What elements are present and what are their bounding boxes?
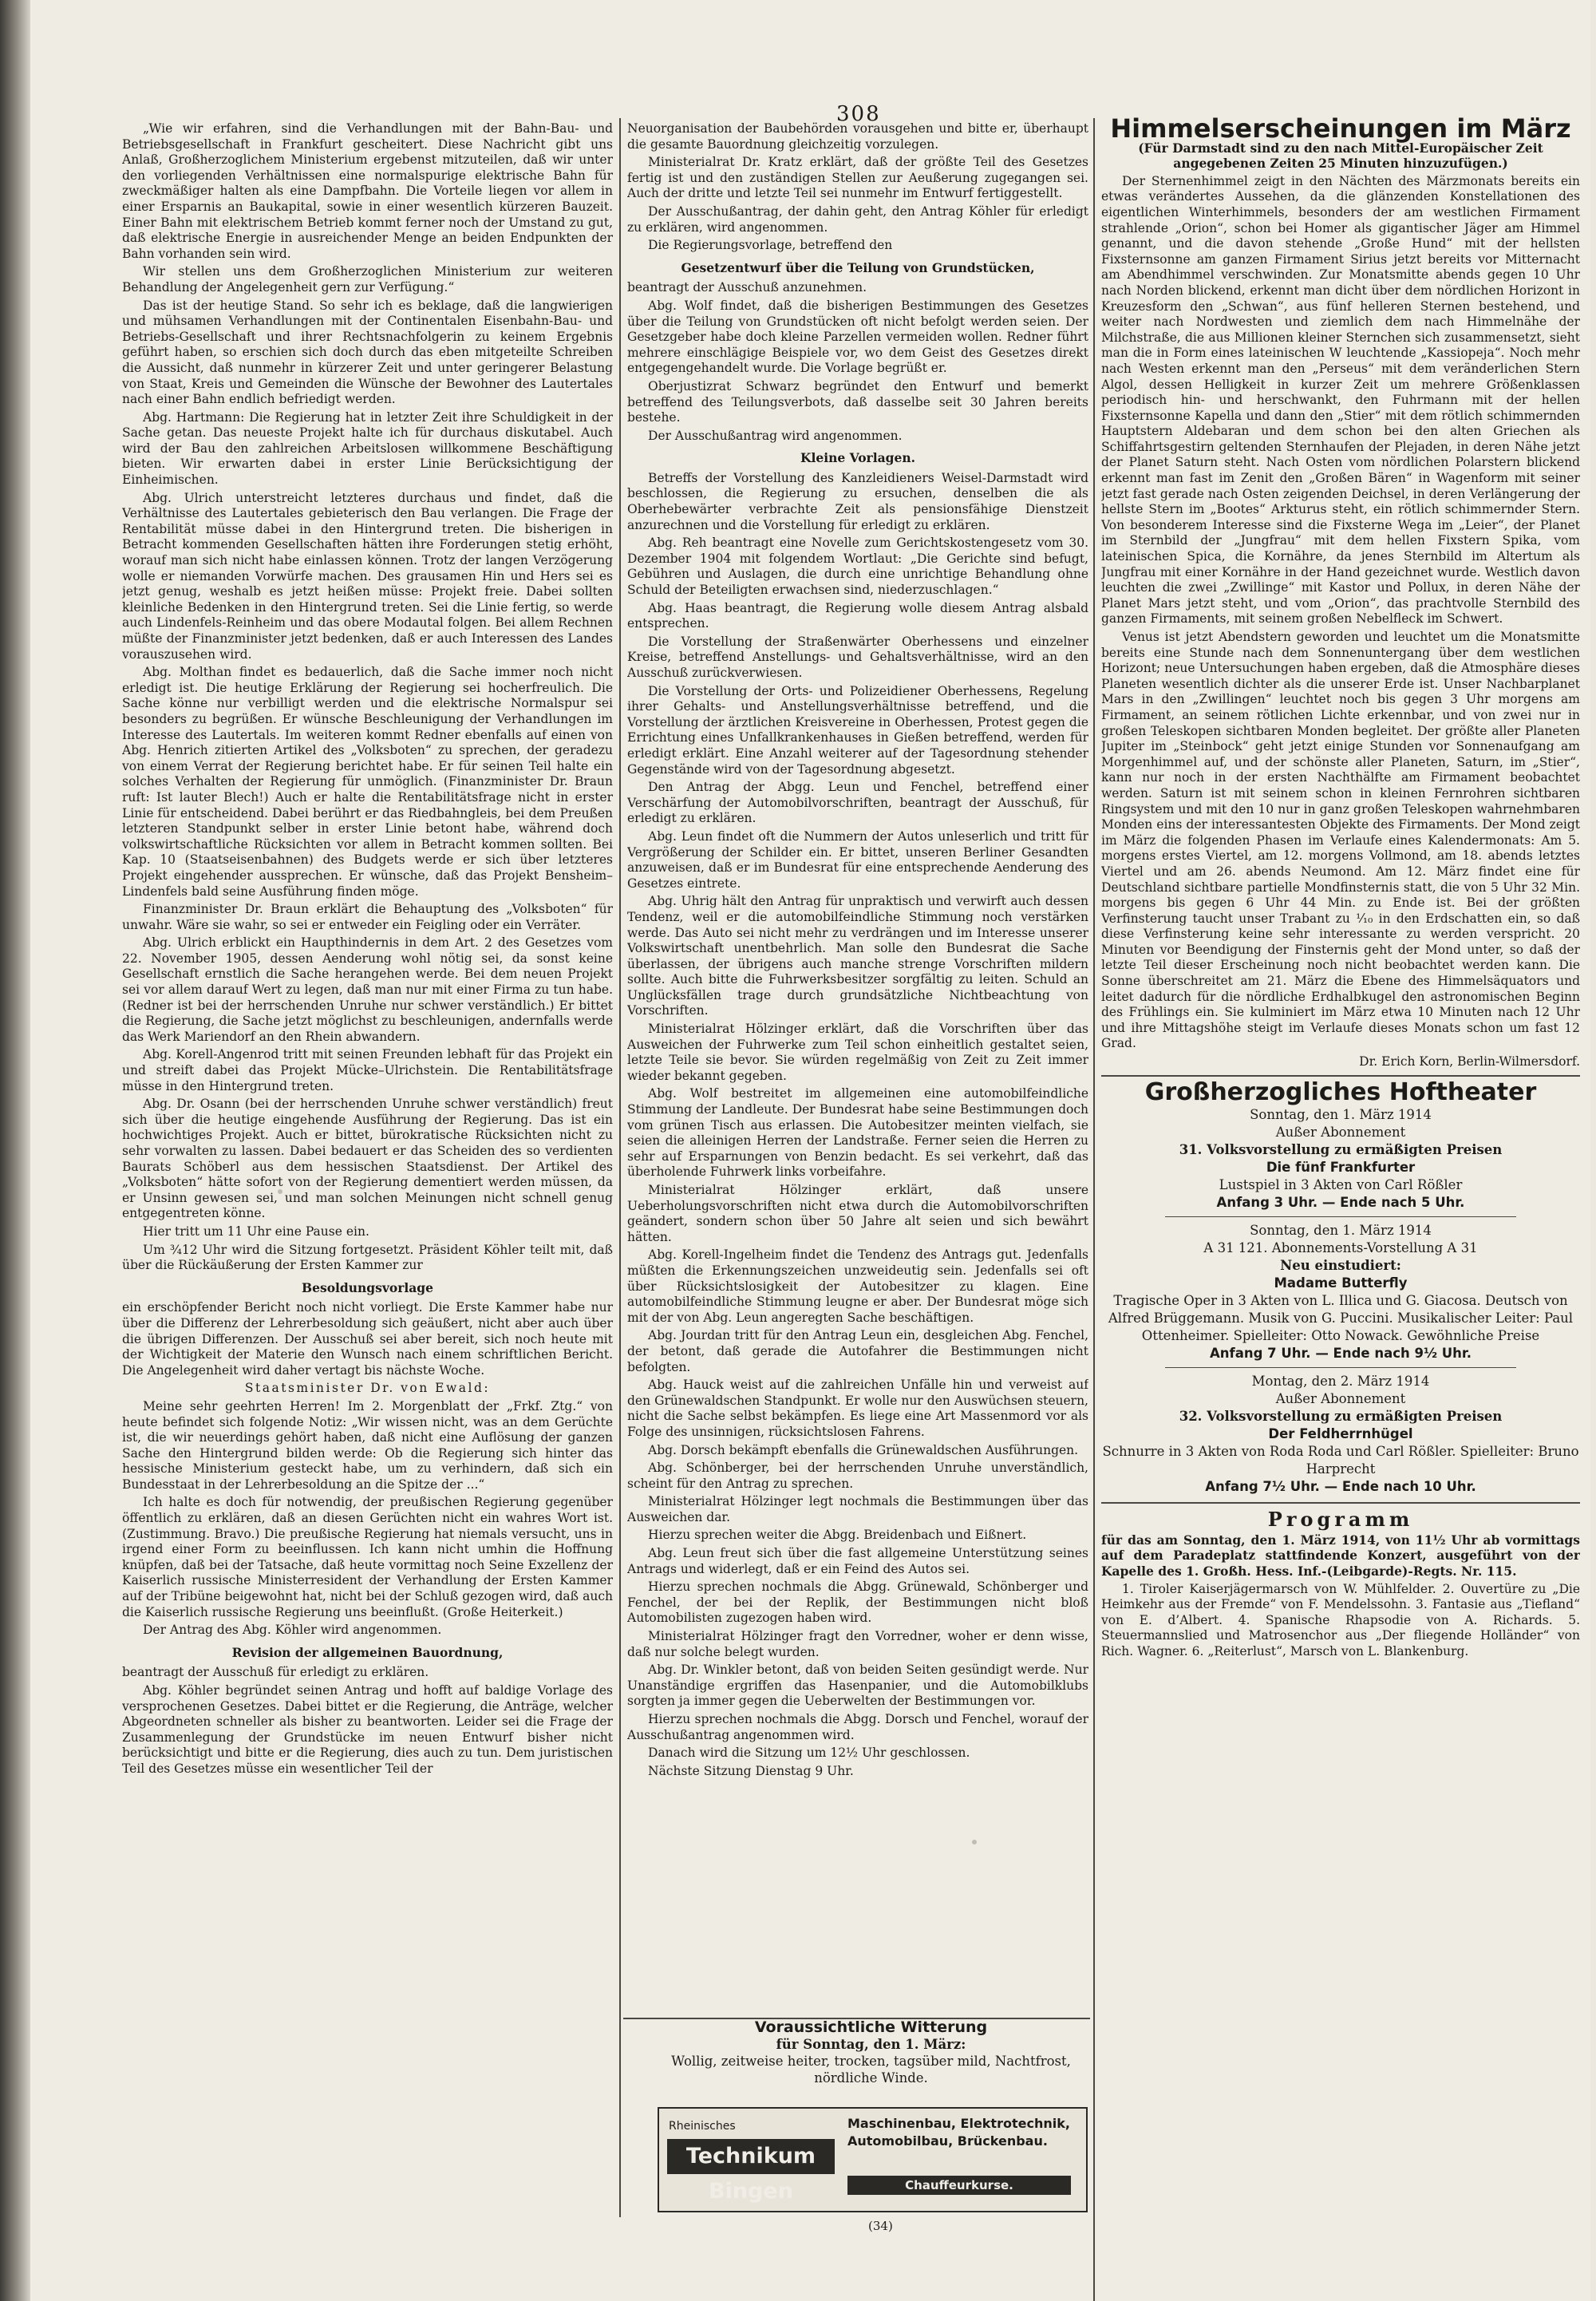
print-speckle (972, 1840, 977, 1844)
perf-info: Lustspiel in 3 Akten von Carl Rößler (1219, 1177, 1463, 1193)
column-1 (122, 121, 613, 2228)
paragraph: Abg. Leun freut sich über die fast allgemeine Unterstützung seines Antrags und widerlegt, daß er ein Feind des Autos sei. (627, 1546, 1088, 1576)
print-speckle (1395, 495, 1400, 500)
ad-strip: Chauffeurkurse. (847, 2176, 1071, 2195)
advertisement-technikum (658, 2107, 1088, 2212)
paragraph: Abg. Dr. Winkler betont, daß von beiden Seiten gesündigt werde. Nur Unanständige ergriffen das Hasenpanier, und die Automobilklubs sorgten ja immer gegen die Ueberwelten der Bestimmungen vor. (627, 1662, 1088, 1709)
paragraph: Ministerialrat Hölzinger erklärt, daß die Vorschriften über das Ausweichen der Fuhrwerke zum Teil schon einheitlich gestaltet seien, letzte Teile sie bevor. Sie würden regelmäßig von Zeit zu Zeit immer wieder bekannt gegeben. (627, 1022, 1088, 1083)
perf-time: Anfang 7½ Uhr. — Ende nach 10 Uhr. (1205, 1479, 1476, 1495)
paragraph: „Wie wir erfahren, sind die Verhandlungen mit der Bahn-Bau- und Betriebsgesellschaft in Frankfurt gescheitert. Diese Nachricht gibt uns Anlaß, Großherzoglichem Ministerium ergebenst mitzuteilen, daß wir unter den vorliegenden Verhältnissen eine normalspurige elektrische Bahn für zweckmäßiger halten als eine Dampfbahn. Die Vorteile liegen vor allem in einer Ersparnis an Baukapital, sowie in einer wesentlich kürzeren Bauzeit. Einer Bahn mit elektrischem Betrieb kommt ferner noch der Umstand zu gut, daß elektrische Energie in ausreichender Menge an beiden Endpunkten der Bahn vorhanden sein wird. (122, 121, 613, 261)
binding-gutter (0, 0, 30, 2301)
paragraph: Abg. Köhler begründet seinen Antrag und hofft auf baldige Vorlage des versprochenen Gesetzes. Dabei bittet er die Regierung, die Anträge, welcher Abgeordneten schneller als bisher zu beantworten. Leider sei die Frage der Zusammenlegung der Grundstücke im neuen Entwurf bisher nicht berücksichtigt und bitte er die Regierung, dies auch zu tun. Dem juristischen Teil des Gesetzes müsse ein wesentlicher Teil der (122, 1683, 613, 1776)
paragraph: beantragt der Ausschuß für erledigt zu erklären. (122, 1665, 429, 1680)
theater-title: Großherzogliches Hoftheater (1144, 1077, 1537, 1106)
astronomy-title: Himmelserscheinungen im März (1110, 117, 1571, 144)
column-rule-1 (619, 118, 621, 2217)
paragraph: beantragt der Ausschuß anzunehmen. (627, 280, 867, 295)
perf-play: Madame Butterfly (1274, 1275, 1408, 1291)
paragraph: Hier tritt um 11 Uhr eine Pause ein. (143, 1224, 369, 1239)
column-rule-2 (1093, 118, 1095, 2301)
paragraph: Venus ist jetzt Abendstern geworden und leuchtet um die Monatsmitte bereits eine Stunde nach dem Sonnenuntergang über dem westlichen Horizont; neue Untersuchungen haben ergeben, daß die Atmosphäre dieses Planeten wesentlich dichter als die unserer Erde ist. Unser Nachbarplanet Mars in den „Zwillingen“ leuchtet noch bis gegen 3 Uhr morgens am Firmament, an seinem rötlichen Lichte erkennbar, und von zwei nur in großen Teleskopen sichtbaren Monden begleitet. Der größte aller Planeten Jupiter im „Steinbock“ geht jetzt einige Stunden vor Sonnenaufgang am Morgenhimmel auf, und der schönste aller Planeten, Saturn, im „Stier“, kann nur noch in der ersten Nachthälfte am Firmament beobachtet werden. Saturn ist mit seinem schon in kleinen Fernrohren sichtbaren Ringsystem und mit den 10 nur in ganz großen Teleskopen wahrnehmbaren Monden eins der interessantesten Objekte des Firmaments. Der Mond zeigt im März die folgenden Phasen im Verlaufe eines Kalendermonats: Am 5. morgens erstes Viertel, am 12. morgens Vollmond, am 18. abends letztes Viertel und am 26. abends Neumond. Am 12. März findet eine für Deutschland sichtbare partielle Mondfinsternis statt, die von 5 Uhr 32 Min. morgens bis gegen 6 Uhr 44 Min. zu Ende ist. Bei der größten Verfinsterung taucht unser Trabant zu ⅟₁₀ in den Erdschatten ein, so daß diese Verfinsterung keine sehr interessante zu werden verspricht. 20 Minuten vor Beendigung der Finsternis geht der Mond unter, so daß der letzte Teil dieser Erscheinung noch nicht beobachtet werden kann. Die Sonne überschreitet am 21. März die Ebene des Himmelsäquators und leitet dadurch für die nördliche Erdhalbkugel den astronomischen Beginn des Frühlings ein. Sie kulminiert im März etwa 10 Minuten nach 12 Uhr und ihre Mittagshöhe steigt im Verlaufe dieses Monats schon um fast 12 Grad. (1101, 630, 1580, 1051)
perf-series: Neu einstudiert: (1280, 1258, 1401, 1274)
program-title: Programm (1267, 1508, 1414, 1532)
paragraph: Abg. Dr. Osann (bei der herrschenden Unruhe schwer verständlich) freut sich über die heutige eingehende Ausführung der Regierung. Das ist ein hochwichtiges Projekt. Auch er bittet, bürokratische Rücksichten nicht zu sehr vorwalten zu lassen. Dabei bedauert er das Scheiden des so verdienten Baurats Schöberl aus dem hessischen Staatsdienst. Der Artikel des „Volksboten“ hätte sofort von der Regierung dementiert werden müssen, da er Unsinn gewesen sei, und man solchen Meinungen nicht schnell genug entgegentreten könne. (122, 1097, 613, 1221)
paragraph: Abg. Molthan findet es bedauerlich, daß die Sache immer noch nicht erledigt ist. Die heutige Erklärung der Regierung sei hocherfreulich. Die Sache könne nur verbilligt werden und die elektrische Normalspur sei besonders zu begrüßen. Er wünsche Beschleunigung der Verhandlungen im Interesse des Lautertals. Im weiteren kommt Redner ebenfalls auf einen von Abg. Henrich zitierten Artikel des „Volksboten“ zu sprechen, der geradezu von einem Verrat der Regierung berichtet habe. Er für seinen Teil halte ein solches Verhalten der Regierung für unmöglich. (Finanzminister Dr. Braun ruft: Ist lauter Blech!) Auch er halte die Rentabilitätsfrage nicht in erster Linie für entscheidend. Dabei berührt er das Riedbahngleis, bei dem Preußen letzteren Standpunkt selber in erster Linie betont habe, während doch volkswirtschaftliche Rücksichten vor allem in Betracht kommen sollten. Bei Kap. 10 (Staatseisenbahnen) des Budgets werde er sich über letzteres Projekt eingehender aussprechen. Er wünsche, daß das Projekt Bensheim–Lindenfels bald seine Ausführung finden möge. (122, 665, 613, 899)
perf-info: Tragische Oper in 3 Akten von L. Illica und G. Giacosa. Deutsch von Alfred Brüggemann. Musik von G. Puccini. Musikalischer Leiter: Paul Ottenheimer. Spielleiter: Otto Nowack. Gewöhnliche Preise (1108, 1293, 1574, 1344)
perf-date: Sonntag, den 1. März 1914 (1250, 1107, 1432, 1123)
paragraph: Abg. Wolf bestreitet im allgemeinen eine automobilfeindliche Stimmung der Landleute. Der Bundesrat habe seine Bestimmungen doch vom grünen Tisch aus erlassen. Die Autobesitzer meinten vielfach, sie seien die alleinigen Herren der Landstraße. Ferner seien die Herren zu sehr auf Ersparnungen von Benzin bedacht. Es sei verkehrt, daß das überholende Fuhrwerk links vorbeifahre. (627, 1086, 1088, 1180)
section-heading-besoldung: Besoldungsvorlage (302, 1279, 433, 1295)
paragraph: Abg. Hartmann: Die Regierung hat in letzter Zeit ihre Schuldigkeit in der Sache getan. Das neueste Projekt halte ich für durchaus diskutabel. Auch wird der Bau den zahlreichen Arbeitslosen willkommene Beschäftigung bieten. Wir erwarten dabei in erster Linie Berücksichtigung der Einheimischen. (122, 409, 613, 488)
performance-1 (1101, 1106, 1580, 1212)
paragraph: Die Regierungsvorlage, betreffend den (648, 238, 893, 253)
paragraph: Oberjustizrat Schwarz begründet den Entwurf und bemerkt betreffend des Teilungsverbots, daß dasselbe seit 30 Jahren bereits bestehe. (627, 378, 1088, 425)
paragraph: Abg. Leun findet oft die Nummern der Autos unleserlich und tritt für Vergrößerung der Schilder ein. Er bittet, unseren Berliner Gesandten anzuweisen, daß er im Bundesrat für eine entsprechende Aenderung des Gesetzes eintrete. (627, 828, 1088, 891)
weather-title: Voraussichtliche Witterung (754, 2018, 988, 2036)
paragraph: Abg. Uhrig hält den Antrag für unpraktisch und verwirft auch dessen Tendenz, weil er die automobilfeindliche Stimmung noch verstärken werde. Das Auto sei nicht mehr zu verdrängen und im Interesse unserer Volkswirtschaft unentbehrlich. Man solle den Bundesrat die Sache überlassen, der übrigens auch manche strenge Vorschriften mildern sollte. Auch bitte die Fuhrwerksbesitzer sorgfältig zu leiten. Schuld an Unglücksfällen trage durch grundsätzliche Nichtbeachtung von Vorschriften. (627, 894, 1088, 1018)
paragraph: Der Ausschußantrag wird angenommen. (648, 428, 903, 443)
paragraph: Neuorganisation der Baubehörden vorausgehen und bitte er, überhaupt die gesamte Bauordnung gleichzeitig vorzulegen. (627, 121, 1088, 152)
page-number: 308 (836, 102, 881, 126)
section-rule (1101, 1502, 1580, 1504)
performance-3 (1101, 1373, 1580, 1496)
paragraph: Ministerialrat Hölzinger erklärt, daß unsere Ueberholungsvorschriften nicht etwa durch die Automobilvorschriften geändert, sondern schon über 50 Jahre alt seien und sich bewährt hätten. (627, 1183, 1088, 1244)
paragraph: Abg. Korell-Ingelheim findet die Tendenz des Antrags gut. Jedenfalls müßten die Erkennungszeichen unzweideutig sein. Jedenfalls sei oft über Rücksichtslosigkeit der Autobesitzer zu klagen. Eine automobilfeindliche Stimmung leugne er aber. Der Bundesrat möge sich mit der von Abg. Leun angeregten Sache beschäftigen. (627, 1247, 1088, 1325)
divider (1165, 1216, 1516, 1217)
weather-subtitle: für Sonntag, den 1. März: (776, 2037, 966, 2052)
paragraph: Die Vorstellung der Orts- und Polizeidiener Oberhessens, Regelung ihrer Gehalts- und Anstellungsverhältnisse betreffend, und die Vorstellung der ärztlichen Kreisvereine in Oberhessen, Protest gegen die Errichtung eines Unfallkrankenhauses in Gießen betreffend, werden für erledigt erklärt. Eine Anzahl weiterer auf der Tagesordnung stehender Gegenstände wird von der Tagesordnung abgesetzt. (627, 683, 1088, 777)
paragraph: Abg. Wolf findet, daß die bisherigen Bestimmungen des Gesetzes über die Teilung von Grundstücken oft nicht befolgt werden seien. Der Gesetzgeber habe doch kleine Parzellen vermeiden wollen. Redner führt mehrere einschlägige Beispiele vor, wo dem Geist des Gesetzes direkt entgegengehandelt wurde. Die Vorlage begrüßt er. (627, 298, 1088, 376)
paragraph: Den Antrag der Abgg. Leun und Fenchel, betreffend einer Verschärfung der Automobilvorschriften, beantragt der Ausschuß, für erledigt zu erklären. (627, 780, 1088, 826)
paragraph: Die Vorstellung der Straßenwärter Oberhessens und einzelner Kreise, betreffend Anstellungs- und Gehaltsverhältnisse, wird an den Ausschuß zurückverwiesen. (627, 634, 1088, 680)
performance-2 (1101, 1222, 1580, 1362)
paragraph: Nächste Sitzung Dienstag 9 Uhr. (648, 1763, 854, 1778)
paragraph: Abg. Korell-Angenrod tritt mit seinen Freunden lebhaft für das Projekt ein und streift dabei das Projekt Mücke–Ulrichstein. Die Rentabilitätsfrage müsse in den Hintergrund treten. (122, 1047, 613, 1093)
paragraph: Abg. Jourdan tritt für den Antrag Leun ein, desgleichen Abg. Fenchel, der betont, daß gerade die Autofahrer die Bestimmungen nicht befolgten. (627, 1328, 1088, 1374)
perf-series: 31. Volksvorstellung zu ermäßigten Preisen (1179, 1142, 1503, 1158)
astronomy-signature: Dr. Erich Korn, Berlin-Wilmersdorf. (1359, 1054, 1580, 1069)
weather-text: Wollig, zeitweise heiter, trocken, tagsüber mild, Nachtfrost, nördliche Winde. (671, 2054, 1071, 2086)
perf-time: Anfang 3 Uhr. — Ende nach 5 Uhr. (1216, 1195, 1465, 1211)
program-items: 1. Tiroler Kaiserjägermarsch von W. Mühlfelder. 2. Ouvertüre zu „Die Heimkehr aus der Fremde“ von F. Mendelssohn. 3. Fantasie aus „Tiefland“ von E. d’Albert. 4. Spanische Rhapsodie von A. Richards. 5. Steuermannslied und Matrosenchor aus „Der fliegende Holländer“ von Rich. Wagner. 6. „Reiterlust“, Marsch von L. Blankenburg. (1101, 1581, 1580, 1659)
paragraph: Abg. Hauck weist auf die zahlreichen Unfälle hin und verweist auf den Grünewaldschen Standpunkt. Er wolle nur den Auswüchsen steuern, nicht die Sache selbst bekämpfen. Es liege eine Art Massenmord vor als Folge des unsinnigen, rücksichtslosen Fahrens. (627, 1378, 1088, 1439)
paragraph: Danach wird die Sitzung um 12½ Uhr geschlossen. (648, 1746, 970, 1761)
paragraph: Hierzu sprechen weiter die Abgg. Breidenbach und Eißnert. (648, 1528, 1027, 1543)
column-3 (1101, 117, 1580, 2287)
perf-info: Schnurre in 3 Akten von Roda Roda und Carl Rößler. Spielleiter: Bruno Harprecht (1102, 1444, 1579, 1477)
program-intro: für das am Sonntag, den 1. März 1914, von 11½ Uhr ab vormittags auf dem Paradeplatz stattfindende Konzert, ausgeführt von der Kapelle des 1. Großh. Hess. Inf.-(Leibgarde)-Regts. Nr. 115. (1101, 1532, 1580, 1579)
footnote-number: (34) (868, 2219, 893, 2233)
paragraph: Abg. Schönberger, bei der herrschenden Unruhe unverständlich, scheint für den Antrag zu sprechen. (627, 1461, 1088, 1491)
paragraph: Der Sternenhimmel zeigt in den Nächten des Märzmonats bereits ein etwas verändertes Aussehen, da die glänzenden Konstellationen des eigentlichen Winterhimmels, besonders der am westlichen Firmament strahlende „Orion“, schon bei Homer als gigantischer Jäger am Himmel genannt, und die davon stehende „Große Hund“ mit der hellsten Fixsternsonne am ganzen Firmament Sirius jetzt bereits vor Mitternacht am Abendhimmel verschwinden. Zur Monatsmitte abends gegen 10 Uhr nach Norden blickend, erkennt man dicht über dem nördlichen Horizont in Kreuzesform den „Schwan“, aus fünf helleren Sternen bestehend, und weiter nach Nordwesten und ziemlich dem nach Himmelnähe der Milchstraße, die aus Millionen kleiner Sternchen sich zusammensetzt, sieht man die in Form eines lateinischen W leuchtende „Kassiopeja“. Noch mehr nach Westen erkennt man den „Perseus“ mit dem veränderlichen Stern Algol, dessen Helligkeit in kurzer Zeit um mehrere Größenklassen periodisch hin- und herschwankt, den Fuhrmann mit der hellen Fixsternsonne Kapella und dann den „Stier“ mit dem rötlich schimmernden Hauptstern Aldebaran und dem schon bei den alten Griechen als Schiffahrtsgestirn geltenden Sternhaufen der Plejaden, in deren Nähe jetzt der Planet Saturn steht. Nach Osten vom nördlichen Polarstern blickend erkennt man fast im Zenit den „Großen Bären“ in Wagenform mit seiner jetzt fast gerade nach Osten zeigenden Deichsel, in deren Verlängerung der hellste Stern im „Bootes“ Arkturus steht, ein rötlich schimmernder Stern. Von besonderem Interesse sind die Fixsterne Wega im „Leier“, der Planet im Sternbild der „Jungfrau“ mit dem hellen Fixstern Spika, vom lateinischen Spica, die Kornähre, da jenes Sternbild im Altertum als Jungfrau mit einer Kornähre in der Hand gezeichnet wurde. Westlich davon leuchten die zwei „Zwillinge“ mit Kastor und Pollux, in deren Nähe der Planet Mars jetzt steht, und vom „Orion“, das prachtvolle Sternbild des ganzen Firmaments, mit seinem großen Nebelfleck im Schwert. (1101, 173, 1580, 627)
paragraph: Ministerialrat Dr. Kratz erklärt, daß der größte Teil des Gesetzes fertig ist und den zuständigen Stellen zur Aeußerung zugegangen sei. Auch der dritte und letzte Teil sei nunmehr im Entwurf fertiggestellt. (627, 155, 1088, 201)
paragraph: Das ist der heutige Stand. So sehr ich es beklage, daß die langwierigen und mühsamen Verhandlungen mit der Continentalen Eisenbahn-Bau- und Betriebs-Gesellschaft und ihrer Rechtsnachfolgerin zu keinem Ergebnis geführt haben, so erschien sich doch durch das eben mitgeteilte Schreiben die Aussicht, daß nunmehr in kürzerer Zeit und unter geringerer Belastung von Staat, Kreis und Gemeinden die Wünsche der Bewohner des Lautertales nach einer Bahn endlich befriedigt werden. (122, 298, 613, 407)
speaker-line: Staatsminister Dr. von Ewald: (244, 1381, 491, 1396)
paragraph: Finanzminister Dr. Braun erklärt die Behauptung des „Volksboten“ für unwahr. Wäre sie wahr, so sei er entweder ein Feigling oder ein Verräter. (122, 902, 613, 932)
section-heading-gesetzentwurf: Gesetzentwurf über die Teilung von Grundstücken, (681, 259, 1035, 275)
newspaper-page (30, 0, 1590, 2301)
perf-date: Sonntag, den 1. März 1914 (1250, 1223, 1432, 1239)
perf-sub: Außer Abonnement (1275, 1125, 1406, 1141)
perf-time: Anfang 7 Uhr. — Ende nach 9½ Uhr. (1210, 1346, 1472, 1362)
perf-series: 32. Volksvorstellung zu ermäßigten Preisen (1179, 1409, 1503, 1425)
paragraph: Der Ausschußantrag, der dahin geht, den Antrag Köhler für erledigt zu erklären, wird angenommen. (627, 204, 1088, 235)
paragraph: Ich halte es doch für notwendig, der preußischen Regierung gegenüber öffentlich zu erklären, daß an diesen Gerüchten nicht ein wahres Wort ist. (Zustimmung. Bravo.) Die preußische Regierung hat niemals versucht, uns in irgend einer Form zu beeinflussen. Ich kann nicht umhin die Hoffnung knüpfen, daß bei der Tatsache, daß heute vormittag noch Seine Exzellenz der Kaiserlich russische Ministerresident der Verhandlung der Ersten Kammer auf der Tribüne beigewohnt hat, nicht bei der Schluß gezogen wird, daß auch die Kaiserlich russische Regierung uns beeinflußt. (Große Heiterkeit.) (122, 1495, 613, 1619)
paragraph: Abg. Haas beantragt, die Regierung wolle diesem Antrag alsbald entsprechen. (627, 600, 1088, 631)
paragraph: Um ¾12 Uhr wird die Sitzung fortgesetzt. Präsident Köhler teilt mit, daß über die Rückäußerung der Ersten Kammer zur (122, 1242, 613, 1273)
paragraph: Wir stellen uns dem Großherzoglichen Ministerium zur weiteren Behandlung der Angelegenheit gern zur Verfügung.“ (122, 264, 613, 295)
paragraph: Abg. Ulrich unterstreicht letzteres durchaus und findet, daß die Verhältnisse des Lautertales gebieterisch den Bau verlangen. Die Frage der Rentabilität müsse dabei in den Hintergrund treten. Die bisherigen in Betracht kommenden Gesellschaften hätten ihre Forderungen stetig erhöht, worauf man sich nicht habe einlassen können. Trotz der langen Verzögerung wolle er niemanden Vorwürfe machen. Des grausamen Hin und Hers sei es jetzt genug, weshalb es jetzt heißen müsse: Projekt freie. Dabei sollten kleinliche Bedenken in den Hintergrund treten. Sei die Linie fertig, so werde auch Lindenfels-Reinheim und das obere Modautal folgen. Bei allem Rechnen müßte der Finanzminister jetzt bedenken, daß er auch Interessen des Landes vorauszusehen wird. (122, 490, 613, 662)
weather-forecast (658, 2019, 1084, 2099)
ad-small-label: Rheinisches (669, 2120, 736, 2133)
paragraph: Ministerialrat Hölzinger fragt den Vorredner, woher er denn wisse, daß nur solche belegt wurden. (627, 1629, 1088, 1659)
paragraph: Meine sehr geehrten Herren! Im 2. Morgenblatt der „Frkf. Ztg.“ von heute befindet sich folgende Notiz: „Wir wissen nicht, was an dem Gerüchte ist, die wir neuerdings gehört haben, daß nicht eine Auflösung der ganzen Sache den Hintergrund bilden werde: Ob die Regierung sich hinter das hessische Ministerium gesteckt habe, um zu verhindern, daß sich ein Bundesstaat in der Lehrerbesoldung an die Spitze der ...“ (122, 1398, 613, 1492)
ad-subjects: Maschinenbau, Elektrotechnik, Automobilbau, Brückenbau. (847, 2116, 1070, 2149)
perf-play: Der Feldherrnhügel (1268, 1426, 1413, 1442)
perf-sub: Außer Abonnement (1275, 1391, 1406, 1407)
column-2 (627, 121, 1088, 2013)
paragraph: Abg. Ulrich erblickt ein Haupthindernis in dem Art. 2 des Gesetzes vom 22. November 1905, dessen Aenderung wohl nötig sei, da sonst keine Gesellschaft ernstlich die Sache herangehen werde. Bei dem neuen Projekt sei vor allem darauf Wert zu legen, daß man nur mit einer Firma zu tun habe. (Redner ist bei der herrschenden Unruhe nur schwer verständlich.) Er bittet die Regierung, die Sache jetzt möglichst zu beschleunigen, andernfalls werde das Werk Mariendorf an den Rhein abwandern. (122, 935, 613, 1044)
perf-date: Montag, den 2. März 1914 (1251, 1374, 1430, 1390)
paragraph: Abg. Dorsch bekämpft ebenfalls die Grünewaldschen Ausführungen. (648, 1442, 1079, 1457)
divider (1165, 1367, 1516, 1368)
ad-name: Technikum Bingen (667, 2139, 835, 2174)
section-heading-revision: Revision der allgemeinen Bauordnung, (231, 1644, 504, 1660)
paragraph: Abg. Reh beantragt eine Novelle zum Gerichtskostengesetz vom 30. Dezember 1904 mit folgendem Wortlaut: „Die Gerichte sind befugt, Gebühren und Auslagen, die durch eine unrichtige Behandlung ohne Schuld der Beteiligten erwachsen sind, niederzuschlagen.“ (627, 536, 1088, 598)
perf-sub: A 31 121. Abonnements-Vorstellung A 31 (1203, 1240, 1478, 1256)
paragraph: Hierzu sprechen nochmals die Abgg. Grünewald, Schönberger und Fenchel, der bei der Replik, der Bestimmungen nicht bloß Automobilisten zugezogen haben wird. (627, 1579, 1088, 1626)
perf-play: Die fünf Frankfurter (1266, 1160, 1416, 1176)
section-rule (1101, 1075, 1580, 1077)
print-speckle (278, 1189, 282, 1194)
paragraph: Betreffs der Vorstellung des Kanzleidieners Weisel-Darmstadt wird beschlossen, die Regierung zu ersuchen, denselben die als Oberhebewärter verbrachte Zeit als pensionsfähige Dienstzeit anzurechnen und die Vorstellung für erledigt zu erklären. (627, 470, 1088, 532)
astronomy-subtitle: (Für Darmstadt sind zu den nach Mittel-Europäischer Zeit angegebenen Zeiten 25 Minuten hinzuzufügen.) (1138, 140, 1543, 172)
section-heading-kleine-vorlagen: Kleine Vorlagen. (800, 450, 916, 466)
paragraph: ein erschöpfender Bericht noch nicht vorliegt. Die Erste Kammer habe nur über die Differenz der Lehrerbesoldung sich geäußert, nicht aber auch über die übrigen Differenzen. Der Ausschuß sei aber bereit, sich noch heute mit der Wichtigkeit der Materie den Wunsch nach einem schriftlichen Bericht. Die Angelegenheit wird daher vertagt bis nächste Woche. (122, 1300, 613, 1378)
paragraph: Der Antrag des Abg. Köhler wird angenommen. (143, 1623, 442, 1638)
paragraph: Hierzu sprechen nochmals die Abgg. Dorsch und Fenchel, worauf der Ausschußantrag angenommen wird. (627, 1712, 1088, 1742)
paragraph: Ministerialrat Hölzinger legt nochmals die Bestimmungen über das Ausweichen dar. (627, 1494, 1088, 1524)
